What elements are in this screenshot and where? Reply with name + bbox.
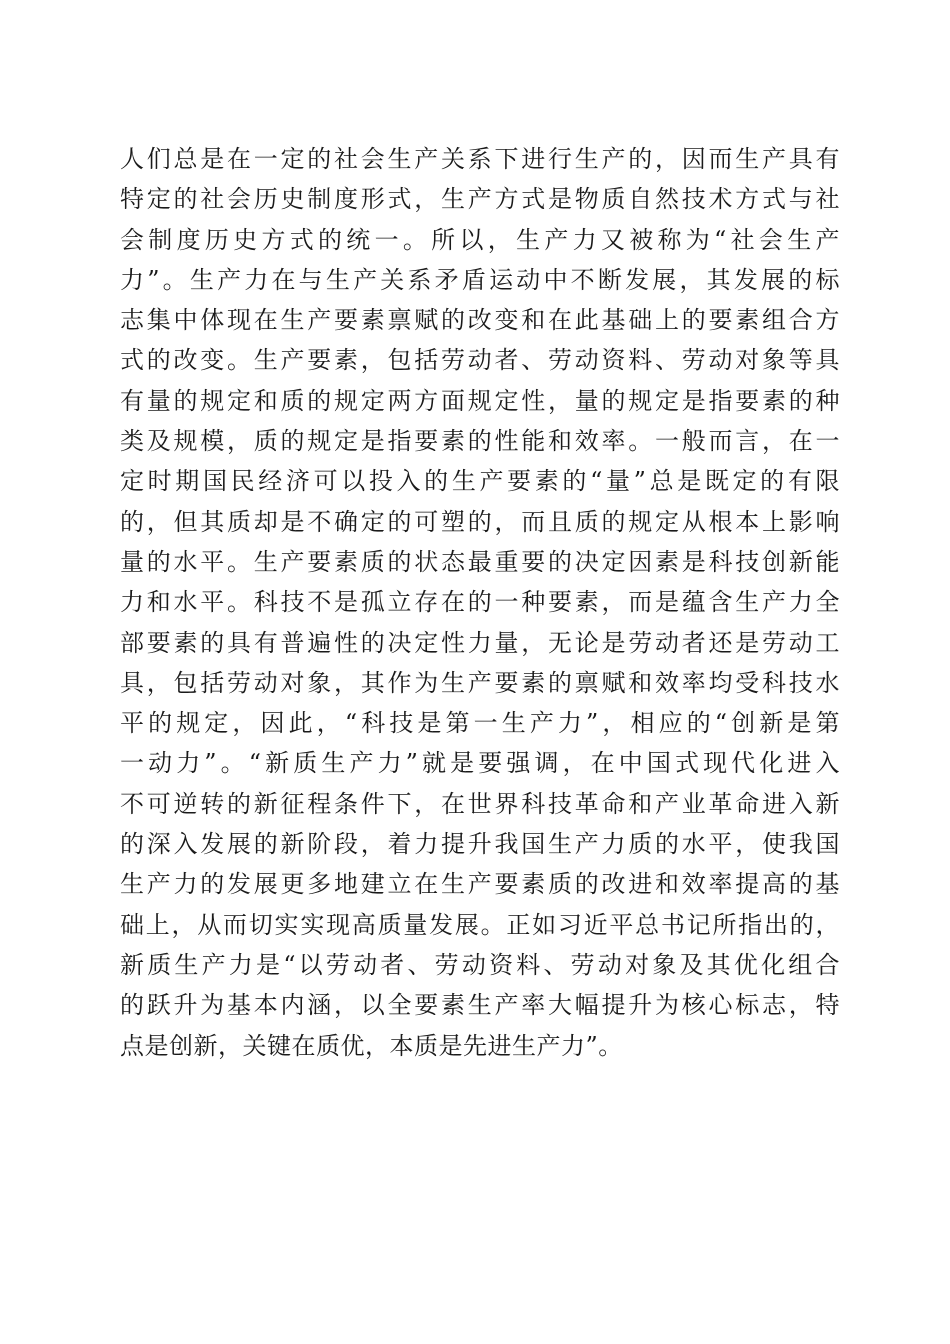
paragraph-line: 点是创新，关键在质优，本质是先进生产力”。 <box>120 1031 623 1060</box>
paragraph-line: 有量的规定和质的规定两方面规定性，量的规定是指要素的种 <box>120 386 840 415</box>
paragraph-line: 的深入发展的新阶段，着力提升我国生产力质的水平，使我国 <box>120 830 840 859</box>
paragraph-line: 类及规模，质的规定是指要素的性能和效率。一般而言，在一 <box>120 427 840 456</box>
paragraph-line: 式的改变。生产要素，包括劳动者、劳动资料、劳动对象等具 <box>120 346 840 375</box>
paragraph-line: 生产力的发展更多地建立在生产要素质的改进和效率提高的基 <box>120 870 840 899</box>
paragraph-line: 具，包括劳动对象，其作为生产要素的禀赋和效率均受科技水 <box>120 668 840 697</box>
paragraph-line: 础上，从而切实实现高质量发展。正如习近平总书记所指出的， <box>120 910 840 939</box>
paragraph-line: 的，但其质却是不确定的可塑的，而且质的规定从根本上影响 <box>120 507 840 536</box>
paragraph-line: 定时期国民经济可以投入的生产要素的“量”总是既定的有限 <box>120 467 840 496</box>
paragraph-line: 特定的社会历史制度形式，生产方式是物质自然技术方式与社 <box>120 185 840 214</box>
paragraph-line: 新质生产力是“以劳动者、劳动资料、劳动对象及其优化组合 <box>120 950 840 979</box>
paragraph-line: 志集中体现在生产要素禀赋的改变和在此基础上的要素组合方 <box>120 306 840 335</box>
paragraph-line: 部要素的具有普遍性的决定性力量，无论是劳动者还是劳动工 <box>120 628 840 657</box>
paragraph-line: 人们总是在一定的社会生产关系下进行生产的，因而生产具有 <box>120 145 840 173</box>
paragraph-line: 不可逆转的新征程条件下，在世界科技革命和产业革命进入新 <box>120 789 840 818</box>
paragraph-line: 会制度历史方式的统一。所以，生产力又被称为“社会生产 <box>120 225 840 254</box>
paragraph-line: 力和水平。科技不是孤立存在的一种要素，而是蕴含生产力全 <box>120 588 840 617</box>
paragraph-line: 平的规定，因此，“科技是第一生产力”，相应的“创新是第 <box>120 709 840 738</box>
body-paragraph <box>120 139 840 1066</box>
paragraph-line: 量的水平。生产要素质的状态最重要的决定因素是科技创新能 <box>120 547 840 576</box>
paragraph-line: 一动力”。“新质生产力”就是要强调，在中国式现代化进入 <box>120 749 840 778</box>
paragraph-line: 的跃升为基本内涵，以全要素生产率大幅提升为核心标志，特 <box>120 991 840 1020</box>
paragraph-line: 力”。生产力在与生产关系矛盾运动中不断发展，其发展的标 <box>120 265 840 294</box>
